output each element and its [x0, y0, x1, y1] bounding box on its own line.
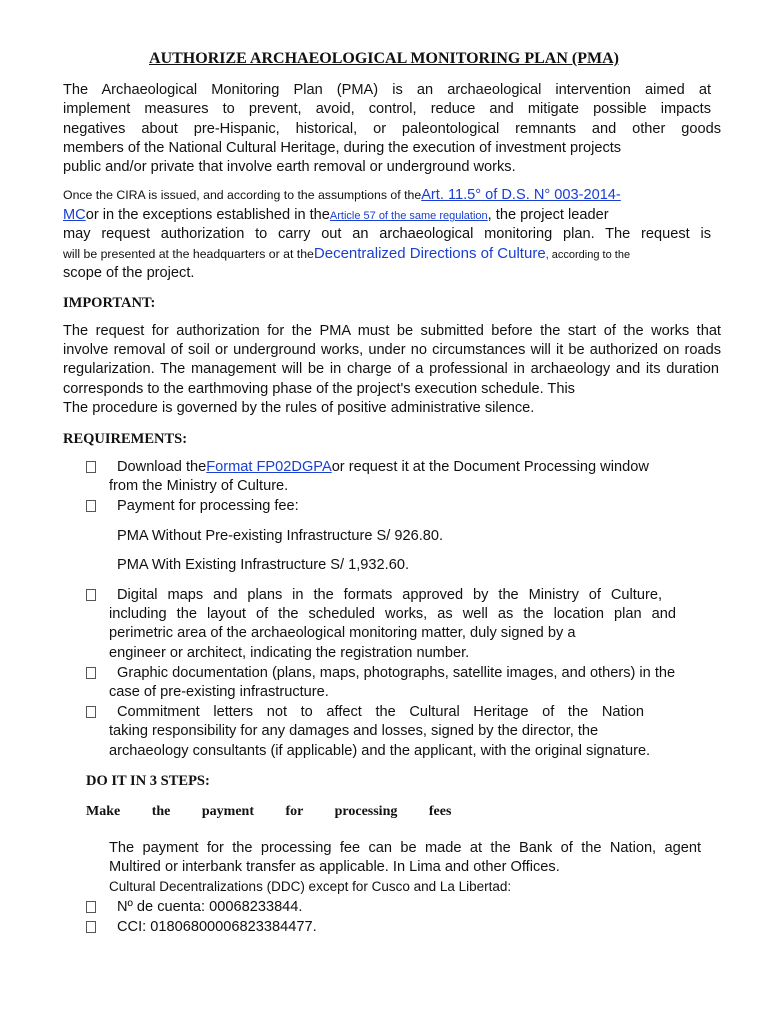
fee-without-infrastructure: PMA Without Pre-existing Infrastructure S/ 926.80. — [117, 528, 444, 544]
cira-text: Once the CIRA is issued, and according to the assumptions of the — [63, 188, 422, 202]
intro-line-1: The Archaeological Monitoring Plan (PMA) is an archaeological intervention aimed at — [63, 82, 711, 98]
intro-line-3: negatives about pre-Hispanic, historical, or paleontological remnants and other goods — [63, 121, 721, 137]
important-line-3: regularization. The management will be in charge of a professional in archaeology and its duration — [63, 361, 719, 377]
decentralized-directions-link[interactable]: Decentralized Directions of Culture — [313, 245, 546, 262]
step-1-heading: Make the payment for processing fees — [86, 804, 452, 819]
cira-line-2 — [63, 206, 609, 226]
bullet-icon — [86, 500, 96, 512]
req-3-line-1: Digital maps and plans in the formats approved by the Ministry of Culture, — [117, 587, 662, 603]
cira-text: or in the exceptions established in the — [85, 207, 330, 223]
important-line-2: involve removal of soil or underground works, under no circumstances will it be authorized on roads — [63, 342, 721, 358]
req-2: Payment for processing fee: — [117, 498, 299, 514]
cira-line-5: scope of the project. — [63, 265, 195, 281]
req-5-line-2: taking responsibility for any damages and losses, signed by the director, the — [109, 723, 599, 739]
req-1-text: Download the — [117, 459, 207, 475]
cira-text: , according to the — [545, 249, 631, 261]
bullet-icon — [86, 461, 96, 473]
cira-line-1 — [63, 186, 621, 205]
bullet-icon — [86, 667, 96, 679]
cira-line-3: may request authorization to carry out an archaeological monitoring plan. The request is — [63, 226, 711, 242]
intro-line-5: public and/or private that involve earth removal or underground works. — [63, 159, 516, 175]
bullet-icon — [86, 921, 96, 933]
page-title: AUTHORIZE ARCHAEOLOGICAL MONITORING PLAN (PMA) — [149, 50, 619, 67]
article-57-link[interactable]: Article 57 of the same regulation — [329, 210, 488, 222]
req-3-line-3: perimetric area of the archaeological monitoring matter, duly signed by a — [109, 625, 576, 641]
req-1-line-1 — [117, 458, 649, 477]
req-5-line-3: archaeology consultants (if applicable) and the applicant, with the original signature. — [109, 743, 651, 759]
art-11-5-link-cont[interactable]: MC — [63, 207, 86, 223]
important-heading: IMPORTANT: — [63, 295, 156, 311]
cira-text: will be presented at the headquarters or at the — [63, 247, 314, 261]
requirements-heading: REQUIREMENTS: — [63, 431, 188, 447]
bullet-icon — [86, 589, 96, 601]
account-number: Nº de cuenta: 00068233844. — [117, 899, 303, 915]
intro-line-2: implement measures to prevent, avoid, control, reduce and mitigate possible impacts — [63, 101, 711, 117]
important-line-5: The procedure is governed by the rules of positive administrative silence. — [63, 400, 535, 416]
steps-heading: DO IT IN 3 STEPS: — [86, 773, 210, 789]
important-line-1: The request for authorization for the PMA must be submitted before the start of the works that — [63, 323, 721, 339]
bullet-icon — [86, 706, 96, 718]
bullet-icon — [86, 901, 96, 913]
cira-text: , the project leader — [487, 207, 609, 223]
payment-line-3: Cultural Decentralizations (DDC) except for Cusco and La Libertad: — [109, 879, 512, 894]
important-line-4: corresponds to the earthmoving phase of the project's execution schedule. This — [63, 381, 575, 397]
req-4-line-1: Graphic documentation (plans, maps, photographs, satellite images, and others) in the — [117, 665, 676, 681]
req-5-line-1: Commitment letters not to affect the Cultural Heritage of the Nation — [117, 704, 644, 720]
cira-line-4 — [63, 244, 630, 265]
art-11-5-link[interactable]: Art. 11.5° of D.S. N° 003-2014- — [421, 187, 621, 203]
fee-with-infrastructure: PMA With Existing Infrastructure S/ 1,932.60. — [117, 557, 410, 573]
payment-line-2: Multired or interbank transfer as applicable. In Lima and other Offices. — [109, 859, 560, 875]
format-fp02dgpa-link[interactable]: Format FP02DGPA — [206, 459, 332, 475]
req-1-line-2: from the Ministry of Culture. — [109, 478, 289, 494]
req-3-line-2: including the layout of the scheduled works, as well as the location plan and — [109, 606, 676, 622]
cci-number: CCI: 01806800006823384477. — [117, 919, 317, 935]
req-1-text: or request it at the Document Processing window — [331, 459, 649, 475]
req-4-line-2: case of pre-existing infrastructure. — [109, 684, 329, 700]
intro-line-4: members of the National Cultural Heritage, during the execution of investment projects — [63, 140, 622, 156]
req-3-line-4: engineer or architect, indicating the registration number. — [109, 645, 470, 661]
payment-line-1: The payment for the processing fee can be made at the Bank of the Nation, agent — [109, 840, 701, 856]
